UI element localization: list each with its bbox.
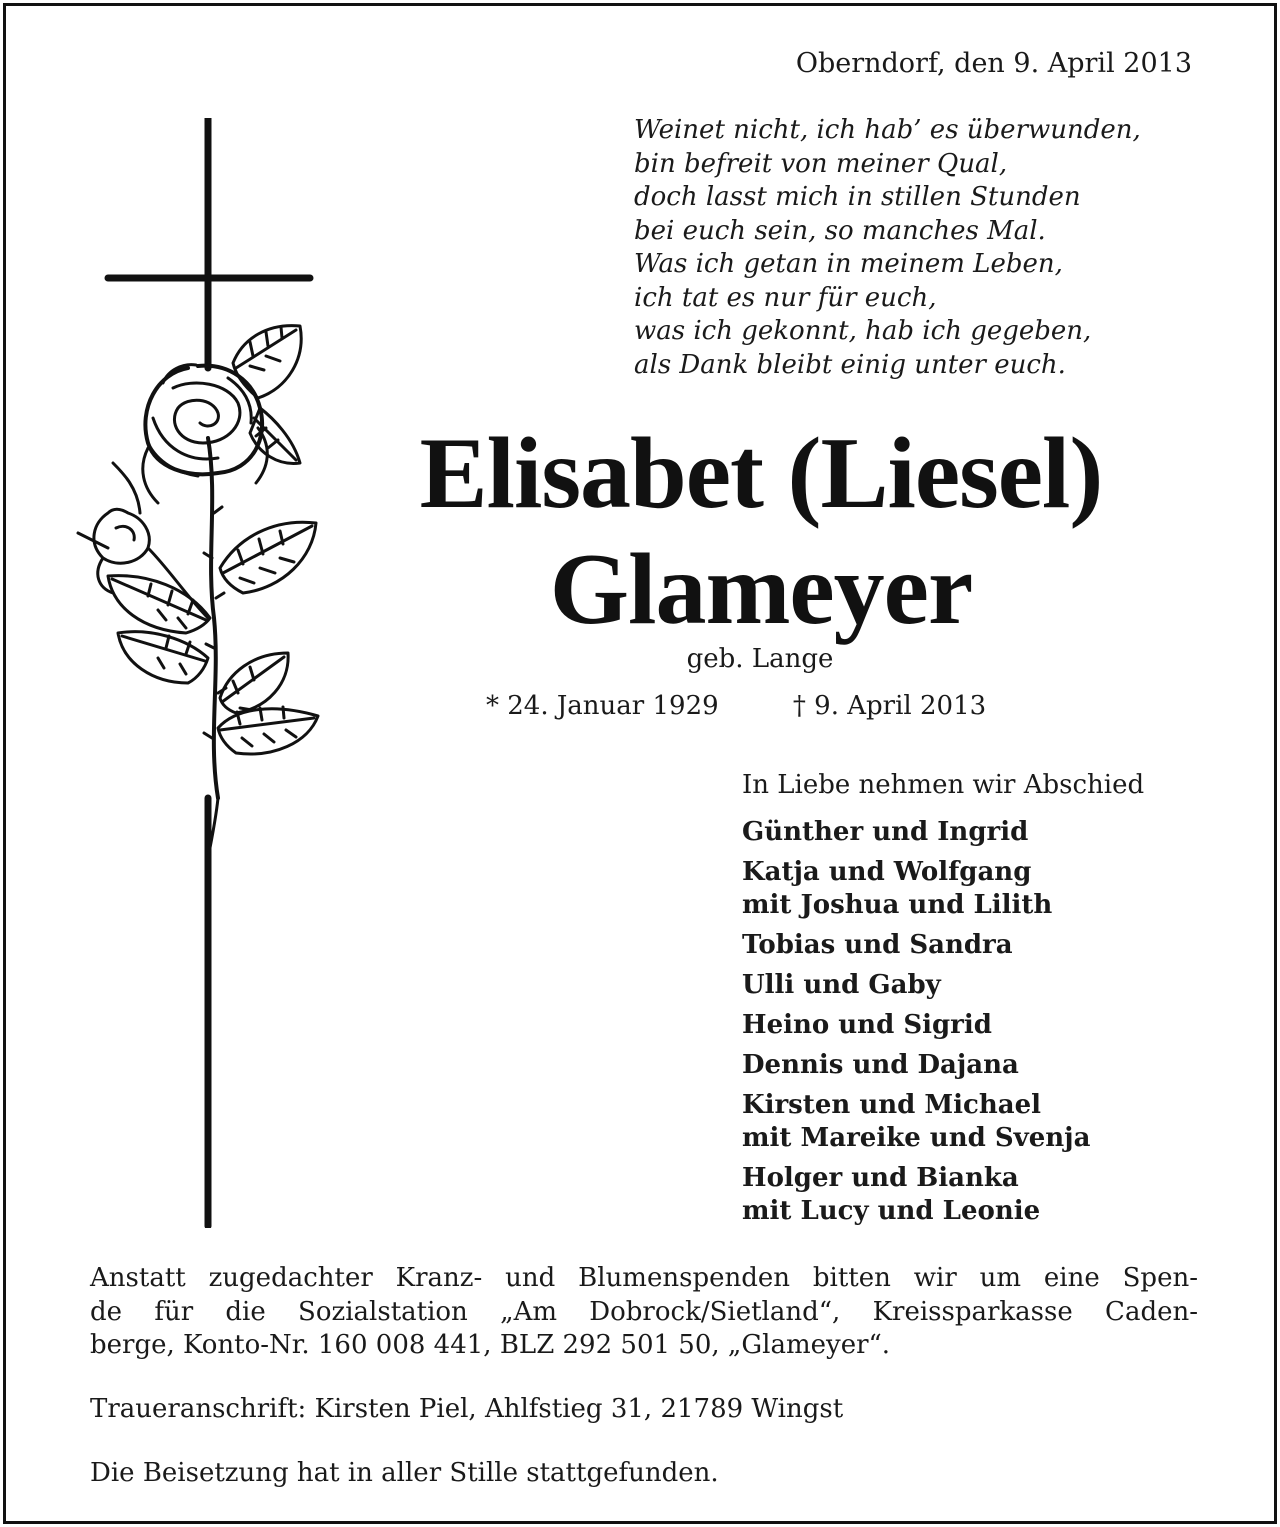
poem-line: bei euch sein, so manches Mal. <box>634 215 1046 246</box>
mourner-group <box>742 1049 1090 1082</box>
donation-line: de für die Sozialstation „Am Dobrock/Sietland“, Kreissparkasse Caden- <box>90 1296 1198 1327</box>
mourner-group <box>742 856 1090 922</box>
mourner-line: Dennis und Dajana <box>742 1050 1019 1080</box>
poem-line: ich tat es nur für euch, <box>634 282 937 313</box>
deceased-name <box>346 416 1176 648</box>
donation-line: Anstatt zugedachter Kranz- und Blumenspenden bitten wir um eine Spen- <box>90 1263 1198 1293</box>
place-date: Oberndorf, den 9. April 2013 <box>795 48 1192 79</box>
poem-line: was ich gekonnt, hab ich gegeben, <box>634 316 1092 346</box>
deceased-name-line-2: Glameyer <box>549 533 973 646</box>
mourner-line: Ulli und Gaby <box>742 970 941 1000</box>
life-dates <box>486 691 986 721</box>
mourner-group <box>742 816 1090 849</box>
poem-line: bin befreit von meiner Qual, <box>634 148 1008 179</box>
mourner-group <box>742 1089 1090 1155</box>
mourner-line: Kirsten und Michael <box>742 1090 1042 1120</box>
donation-line: berge, Konto-Nr. 160 008 441, BLZ 292 501 50, „Glameyer“. <box>90 1330 891 1360</box>
mourners-list <box>742 816 1090 1235</box>
poem <box>634 114 1141 382</box>
poem-line: Was ich getan in meinem Leben, <box>634 249 1063 279</box>
mourner-line: Tobias und Sandra <box>742 930 1013 960</box>
poem-line: Weinet nicht, ich hab’ es überwunden, <box>634 115 1141 145</box>
cross-with-rose-icon <box>68 118 358 1228</box>
mourner-group <box>742 1162 1090 1228</box>
donation-request <box>90 1262 1198 1363</box>
deceased-name-line-1: Elisabet (Liesel) <box>419 417 1103 530</box>
death-date: † 9. April 2013 <box>792 691 987 721</box>
mourner-line: Heino und Sigrid <box>742 1010 992 1040</box>
mourner-line: Holger und Bianka <box>742 1163 1019 1193</box>
mourner-group <box>742 969 1090 1002</box>
obituary-frame <box>3 3 1277 1524</box>
birth-date: * 24. Januar 1929 <box>486 691 719 721</box>
poem-line: doch lasst mich in stillen Stunden <box>634 182 1081 212</box>
mourner-line: mit Joshua und Lilith <box>742 890 1053 920</box>
mourner-group <box>742 929 1090 962</box>
mourner-line: Günther und Ingrid <box>742 817 1029 847</box>
mourner-line: mit Mareike und Svenja <box>742 1123 1091 1153</box>
mourning-address: Traueranschrift: Kirsten Piel, Ahlfstieg 31, 21789 Wingst <box>90 1394 844 1424</box>
farewell-text: In Liebe nehmen wir Abschied <box>742 770 1145 800</box>
burial-note: Die Beisetzung hat in aller Stille stattgefunden. <box>90 1458 719 1488</box>
mourner-line: mit Lucy und Leonie <box>742 1196 1041 1226</box>
poem-line: als Dank bleibt einig unter euch. <box>634 349 1066 380</box>
maiden-name: geb. Lange <box>686 644 834 674</box>
mourner-line: Katja und Wolfgang <box>742 857 1032 887</box>
mourner-group <box>742 1009 1090 1042</box>
